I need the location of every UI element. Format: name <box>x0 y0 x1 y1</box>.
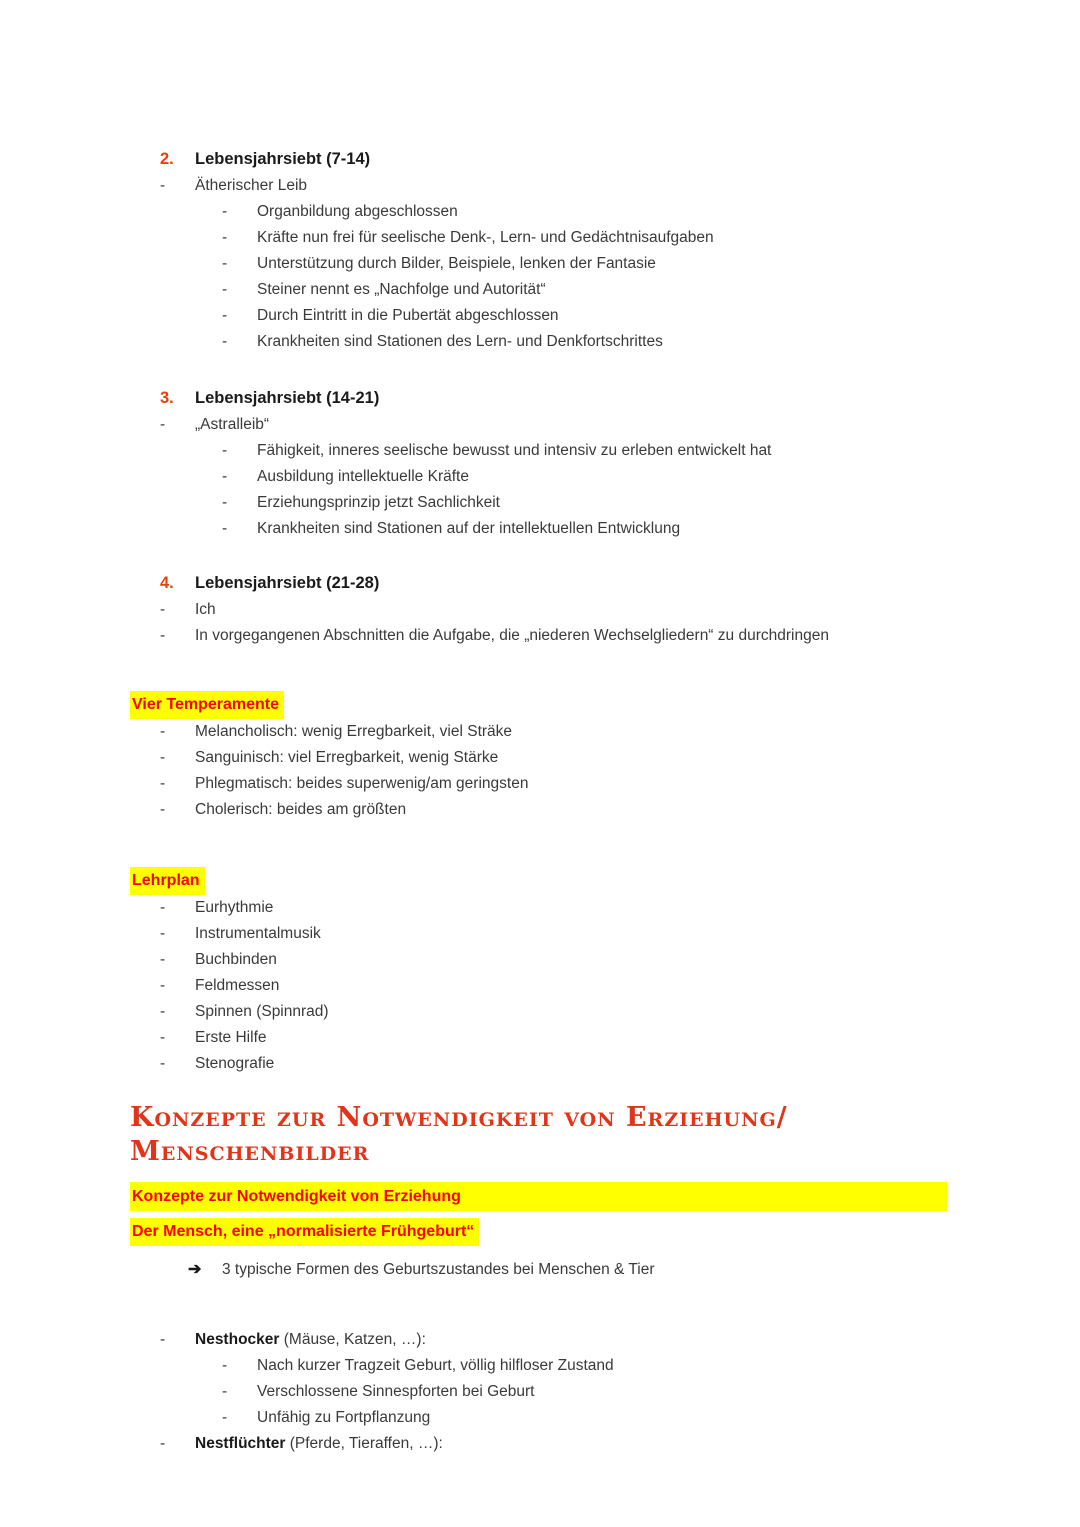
highlighted-subheading <box>130 1218 1020 1246</box>
sub-list-item <box>222 251 1020 277</box>
sub-list-item-text: Kräfte nun frei für seelische Denk-, Lern- und Gedächtnisaufgaben <box>257 229 714 246</box>
list-item <box>160 745 1020 771</box>
dash-bullet: - <box>222 281 228 298</box>
list-item <box>160 797 1020 823</box>
list-item-text: Buchbinden <box>195 951 277 968</box>
sub-list-item-text: Krankheiten sind Stationen auf der intellektuellen Entwicklung <box>257 520 681 537</box>
list-item-text: Melancholisch: wenig Erregbarkeit, viel Sträke <box>195 723 513 740</box>
list-item <box>160 412 1020 438</box>
sub-list-item <box>222 516 1020 542</box>
arrow-icon: ➔ <box>188 1261 202 1278</box>
section-konzepte <box>130 1101 1020 1457</box>
sub-list-item-text: Organbildung abgeschlossen <box>257 203 458 220</box>
list-item <box>160 771 1020 797</box>
sub-list-item-text: Erziehungsprinzip jetzt Sachlichkeit <box>257 494 500 511</box>
highlighted-heading-text: Lehrplan <box>130 867 205 895</box>
sub-list-item <box>222 438 1020 464</box>
sub-list-item <box>222 1353 1020 1379</box>
sub-list-item <box>222 1379 1020 1405</box>
list-item <box>160 173 1020 199</box>
dash-bullet: - <box>160 749 166 766</box>
dash-bullet: - <box>160 627 166 644</box>
dash-bullet: - <box>160 1435 166 1452</box>
sub-list-item <box>222 1405 1020 1431</box>
arrow-list-item-text: 3 typische Formen des Geburtszustandes bei Menschen & Tier <box>222 1261 655 1278</box>
highlighted-heading-text: Vier Temperamente <box>130 691 284 719</box>
section-heading <box>160 570 1020 597</box>
sub-list-item-text: Ausbildung intellektuelle Kräfte <box>257 468 469 485</box>
dash-bullet: - <box>160 723 166 740</box>
list-item <box>160 1327 1020 1353</box>
dash-bullet: - <box>160 977 166 994</box>
list-item <box>160 895 1020 921</box>
dash-bullet: - <box>222 333 228 350</box>
dash-bullet: - <box>222 307 228 324</box>
nesthocker-block <box>130 1327 1020 1457</box>
section-heading <box>160 146 1020 173</box>
dash-bullet: - <box>160 601 166 618</box>
list-item <box>160 1051 1020 1077</box>
dash-bullet: - <box>222 255 228 272</box>
list-item-text: Sanguinisch: viel Erregbarkeit, wenig Stärke <box>195 749 499 766</box>
section-lebensjahrsiebt-2 <box>130 146 1020 355</box>
list-item-text: Ich <box>195 601 216 618</box>
sub-list-item-text: Durch Eintritt in die Pubertät abgeschlossen <box>257 307 559 324</box>
sub-list-item-text: Unfähig zu Fortpflanzung <box>257 1409 431 1426</box>
sub-list-item <box>222 464 1020 490</box>
sub-list-item <box>222 277 1020 303</box>
sub-list-item-text: Unterstützung durch Bilder, Beispiele, lenken der Fantasie <box>257 255 656 272</box>
list-item <box>160 597 1020 623</box>
section-title: Lebensjahrsiebt (14-21) <box>195 389 380 407</box>
highlighted-subheading-text: Der Mensch, eine „normalisierte Frühgeburt“ <box>130 1218 479 1246</box>
highlighted-heading <box>130 867 1020 895</box>
list-item <box>160 973 1020 999</box>
term-nestfluechter: Nestflüchter <box>195 1435 286 1452</box>
sub-list-item-text: Nach kurzer Tragzeit Geburt, völlig hilfloser Zustand <box>257 1357 614 1374</box>
sub-list-item <box>222 329 1020 355</box>
dash-bullet: - <box>160 1055 166 1072</box>
dash-bullet: - <box>222 494 228 511</box>
list-item-text <box>195 1327 426 1353</box>
sub-list-item-text: Verschlossene Sinnespforten bei Geburt <box>257 1383 535 1400</box>
dash-bullet: - <box>222 229 228 246</box>
section-lebensjahrsiebt-3 <box>130 385 1020 542</box>
sub-list-item-text: Steiner nennt es „Nachfolge und Autorität“ <box>257 281 546 298</box>
list-item <box>160 999 1020 1025</box>
sub-list-item-text: Fähigkeit, inneres seelische bewusst und intensiv zu erleben entwickelt hat <box>257 442 772 459</box>
dash-bullet: - <box>160 1029 166 1046</box>
section-lebensjahrsiebt-4 <box>130 570 1020 649</box>
dash-bullet: - <box>222 1409 228 1426</box>
list-item <box>160 623 1020 649</box>
page-title: Konzepte zur Notwendigkeit von Erziehung/ Menschenbilder <box>130 1102 788 1167</box>
highlighted-heading <box>130 691 1020 719</box>
section-title: Lebensjahrsiebt (21-28) <box>195 574 380 592</box>
list-item-text: Eurhythmie <box>195 899 274 916</box>
list-item-text <box>195 1431 443 1457</box>
arrow-list-item <box>188 1257 1020 1283</box>
list-item <box>160 719 1020 745</box>
list-item-text: Cholerisch: beides am größten <box>195 801 407 818</box>
dash-bullet: - <box>222 1383 228 1400</box>
section-lehrplan <box>130 867 1020 1077</box>
dash-bullet: - <box>160 1331 166 1348</box>
dash-bullet: - <box>160 899 166 916</box>
dash-bullet: - <box>222 442 228 459</box>
term-nesthocker: Nesthocker <box>195 1331 280 1348</box>
list-item <box>160 921 1020 947</box>
dash-bullet: - <box>222 203 228 220</box>
list-item-text: „Astralleib“ <box>195 416 270 433</box>
section-number: 2. <box>160 150 174 168</box>
list-item-text: Ätherischer Leib <box>195 177 308 194</box>
section-number: 4. <box>160 574 174 592</box>
section-heading <box>160 385 1020 412</box>
dash-bullet: - <box>222 468 228 485</box>
sub-list-item-text: Krankheiten sind Stationen des Lern- und Denkfortschrittes <box>257 333 663 350</box>
list-item-text: In vorgegangenen Abschnitten die Aufgabe, die „niederen Wechselgliedern“ zu durchdringen <box>195 627 829 644</box>
section-number: 3. <box>160 389 174 407</box>
dash-bullet: - <box>160 177 166 194</box>
dash-bullet: - <box>160 1003 166 1020</box>
dash-bullet: - <box>160 775 166 792</box>
sub-list-item <box>222 303 1020 329</box>
list-item-text: Phlegmatisch: beides superwenig/am geringsten <box>195 775 529 792</box>
list-item-text: Stenografie <box>195 1055 275 1072</box>
list-item <box>160 947 1020 973</box>
section-vier-temperamente <box>130 691 1020 823</box>
sub-list-item <box>222 199 1020 225</box>
list-item <box>160 1431 1020 1457</box>
highlighted-subheading-text: Konzepte zur Notwendigkeit von Erziehung <box>130 1182 947 1211</box>
list-item <box>160 1025 1020 1051</box>
dash-bullet: - <box>160 925 166 942</box>
list-item-text: Spinnen (Spinnrad) <box>195 1003 329 1020</box>
list-item-text: Instrumentalmusik <box>195 925 321 942</box>
sub-list-item <box>222 225 1020 251</box>
list-item-text: Feldmessen <box>195 977 280 994</box>
section-title: Lebensjahrsiebt (7-14) <box>195 150 371 168</box>
term-nestfluechter-rest: (Pferde, Tieraffen, …): <box>285 1435 443 1452</box>
dash-bullet: - <box>222 1357 228 1374</box>
dash-bullet: - <box>222 520 228 537</box>
highlighted-subheading <box>130 1182 1020 1211</box>
dash-bullet: - <box>160 951 166 968</box>
sub-list-item <box>222 490 1020 516</box>
term-nesthocker-rest: (Mäuse, Katzen, …): <box>279 1331 426 1348</box>
dash-bullet: - <box>160 416 166 433</box>
dash-bullet: - <box>160 801 166 818</box>
list-item-text: Erste Hilfe <box>195 1029 267 1046</box>
